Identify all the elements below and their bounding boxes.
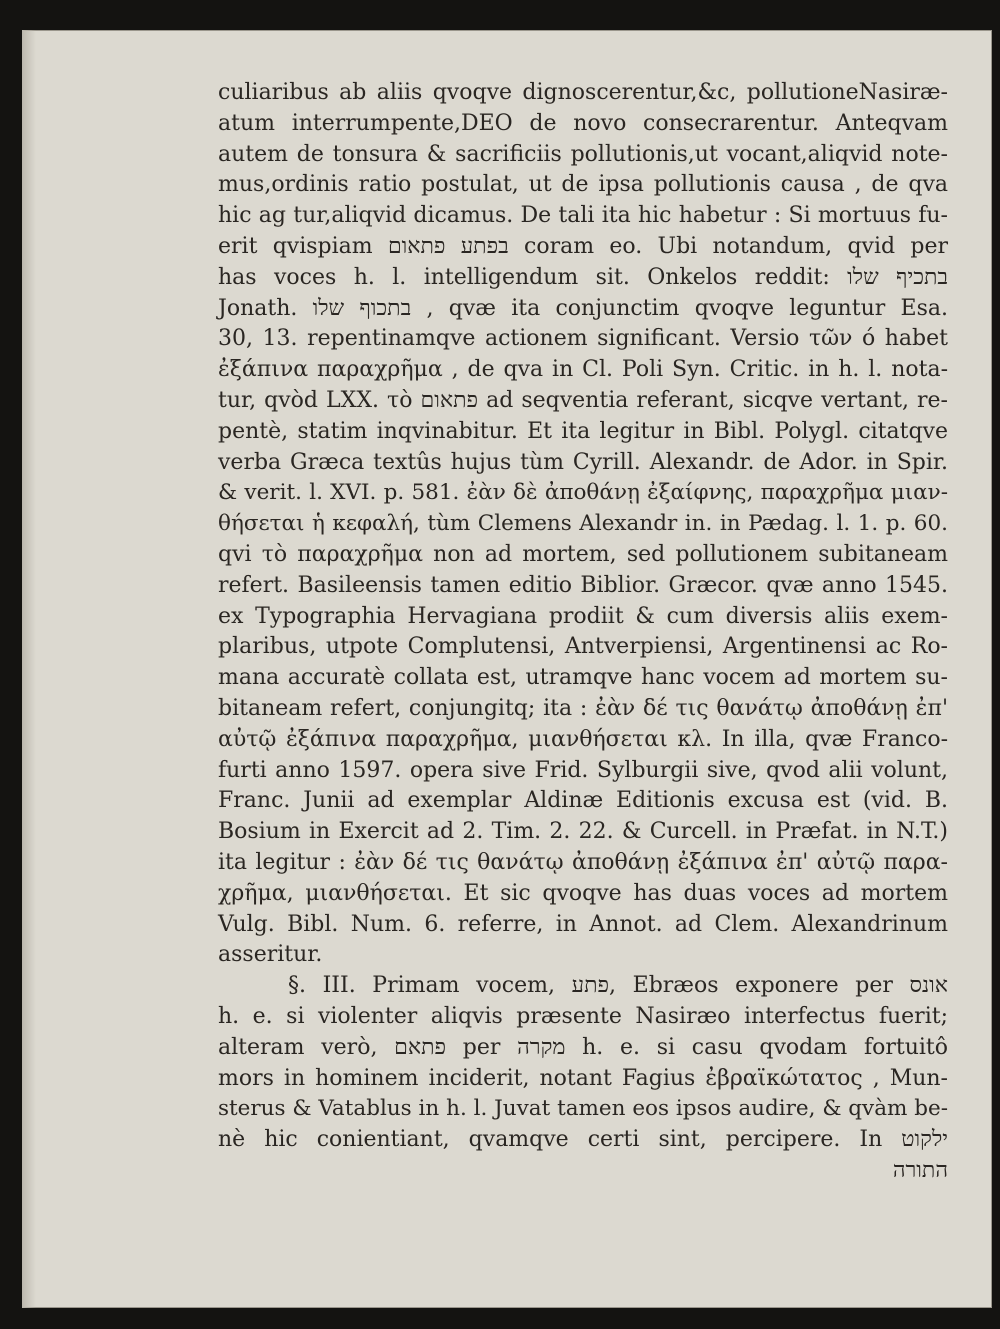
text-line: χρῆμα, μιανθήσεται. Et sic qvoqve has duas voces ad mortem <box>218 880 948 906</box>
text-line: sterus & Vatablus in h. l. Juvat tamen eos ipsos audire, & qvàm be- <box>218 1096 948 1122</box>
text-line: hic ag tur,aliqvid dicamus. De tali ita hic habetur : Si mortuus fu- <box>218 203 948 229</box>
text-line: pentè, statim inqvinabitur. Et ita legitur in Bibl. Polygl. citatqve <box>218 418 948 444</box>
text-line: alteram verò, פתאם per מקרה h. e. si casu qvodam fortuitô <box>218 1034 949 1060</box>
catchword-hebrew: התורה <box>892 1157 948 1183</box>
text-line: mus,ordinis ratio postulat, ut de ipsa pollutionis causa , de qva <box>218 172 948 198</box>
text-line: Vulg. Bibl. Num. 6. referre, in Annot. ad Clem. Alexandrinum <box>218 911 948 937</box>
text-line: h. e. si violenter aliqvis præsente Nasiræo interfectus fuerit; <box>218 1003 948 1029</box>
text-line: & verit. l. XVI. p. 581. ἐὰν δὲ ἀποθάνῃ ἐξαίφνης, παραχρῆμα μιαν- <box>218 480 948 506</box>
text-line: ex Typographia Hervagiana prodiit & cum diversis aliis exem- <box>218 603 948 629</box>
text-line: autem de tonsura & sacrificiis pollutionis,ut vocant,aliqvid note- <box>218 141 948 167</box>
text-line: plaribus, utpote Complutensi, Antverpiensi, Argentinensi ac Ro- <box>218 634 948 660</box>
scanned-page <box>22 30 992 1308</box>
text-line: tur, qvòd LXX. τὸ פתאום ad seqventia referant, sicqve vertant, re- <box>218 387 948 413</box>
text-line: verba Græca textûs hujus tùm Cyrill. Alexandr. de Ador. in Spir. <box>218 449 948 475</box>
text-line: culiaribus ab aliis qvoqve dignoscerentur,&c, pollutioneNasiræ- <box>218 80 948 105</box>
text-line: ita legitur : ἐὰν δέ τις θανάτῳ ἀποθάνῃ ἐξάπινα ἐπ' αὐτῷ παρα- <box>218 849 948 875</box>
text-line: qvi τὸ παραχρῆμα non ad mortem, sed pollutionem subitaneam <box>218 541 948 567</box>
text-line: asseritur. <box>218 942 323 968</box>
text-line: erit qvispiam בפתע פתאום coram eo. Ubi notandum, qvid per <box>218 233 948 259</box>
text-line: bitaneam refert, conjungitq; ita : ἐὰν δέ τις θανάτῳ ἀποθάνῃ ἐπ' <box>218 695 948 721</box>
text-line: refert. Basileensis tamen editio Biblior. Græcor. qvæ anno 1545. <box>218 572 948 598</box>
text-line: mana accuratè collata est, utramqve hanc vocem ad mortem su- <box>218 665 948 691</box>
text-line: Bosium in Exercit ad 2. Tim. 2. 22. & Curcell. in Præfat. in N.T.) <box>218 819 948 845</box>
text-line: ἐξάπινα παραχρῆμα , de qva in Cl. Poli Syn. Critic. in h. l. nota- <box>218 357 948 383</box>
text-line: has voces h. l. intelligendum sit. Onkelos reddit: בתכיף שלו <box>218 264 948 290</box>
text-line: mors in hominem inciderit, notant Fagius ἐβραϊκώτατος , Mun- <box>218 1065 948 1091</box>
text-line: furti anno 1597. opera sive Frid. Sylburgii sive, qvod alii volunt, <box>218 757 948 783</box>
section-start-line: §. III. Primam vocem, פתע, Ebræos exponere per אונס <box>288 973 948 999</box>
text-line: nè hic conientiant, qvamqve certi sint, percipere. In ילקוט <box>218 1127 948 1153</box>
latin-text-block <box>218 78 948 1187</box>
text-line: θήσεται ἡ κεφαλή, tùm Clemens Alexandr in. in Pædag. l. 1. p. 60. <box>218 511 948 537</box>
text-line: αὐτῷ ἐξάπινα παραχρῆμα, μιανθήσεται κλ. In illa, qvæ Franco- <box>218 726 948 752</box>
text-line: 30, 13. repentinamqve actionem significant. Versio τῶν ό habet <box>218 326 948 352</box>
text-line: Jonath. בתכוף שלו , qvæ ita conjunctim qvoqve leguntur Esa. <box>218 295 948 321</box>
text-line: Franc. Junii ad exemplar Aldinæ Editionis excusa est (vid. B. <box>218 788 948 814</box>
text-line: atum interrumpente,DEO de novo consecrarentur. Anteqvam <box>218 110 948 136</box>
